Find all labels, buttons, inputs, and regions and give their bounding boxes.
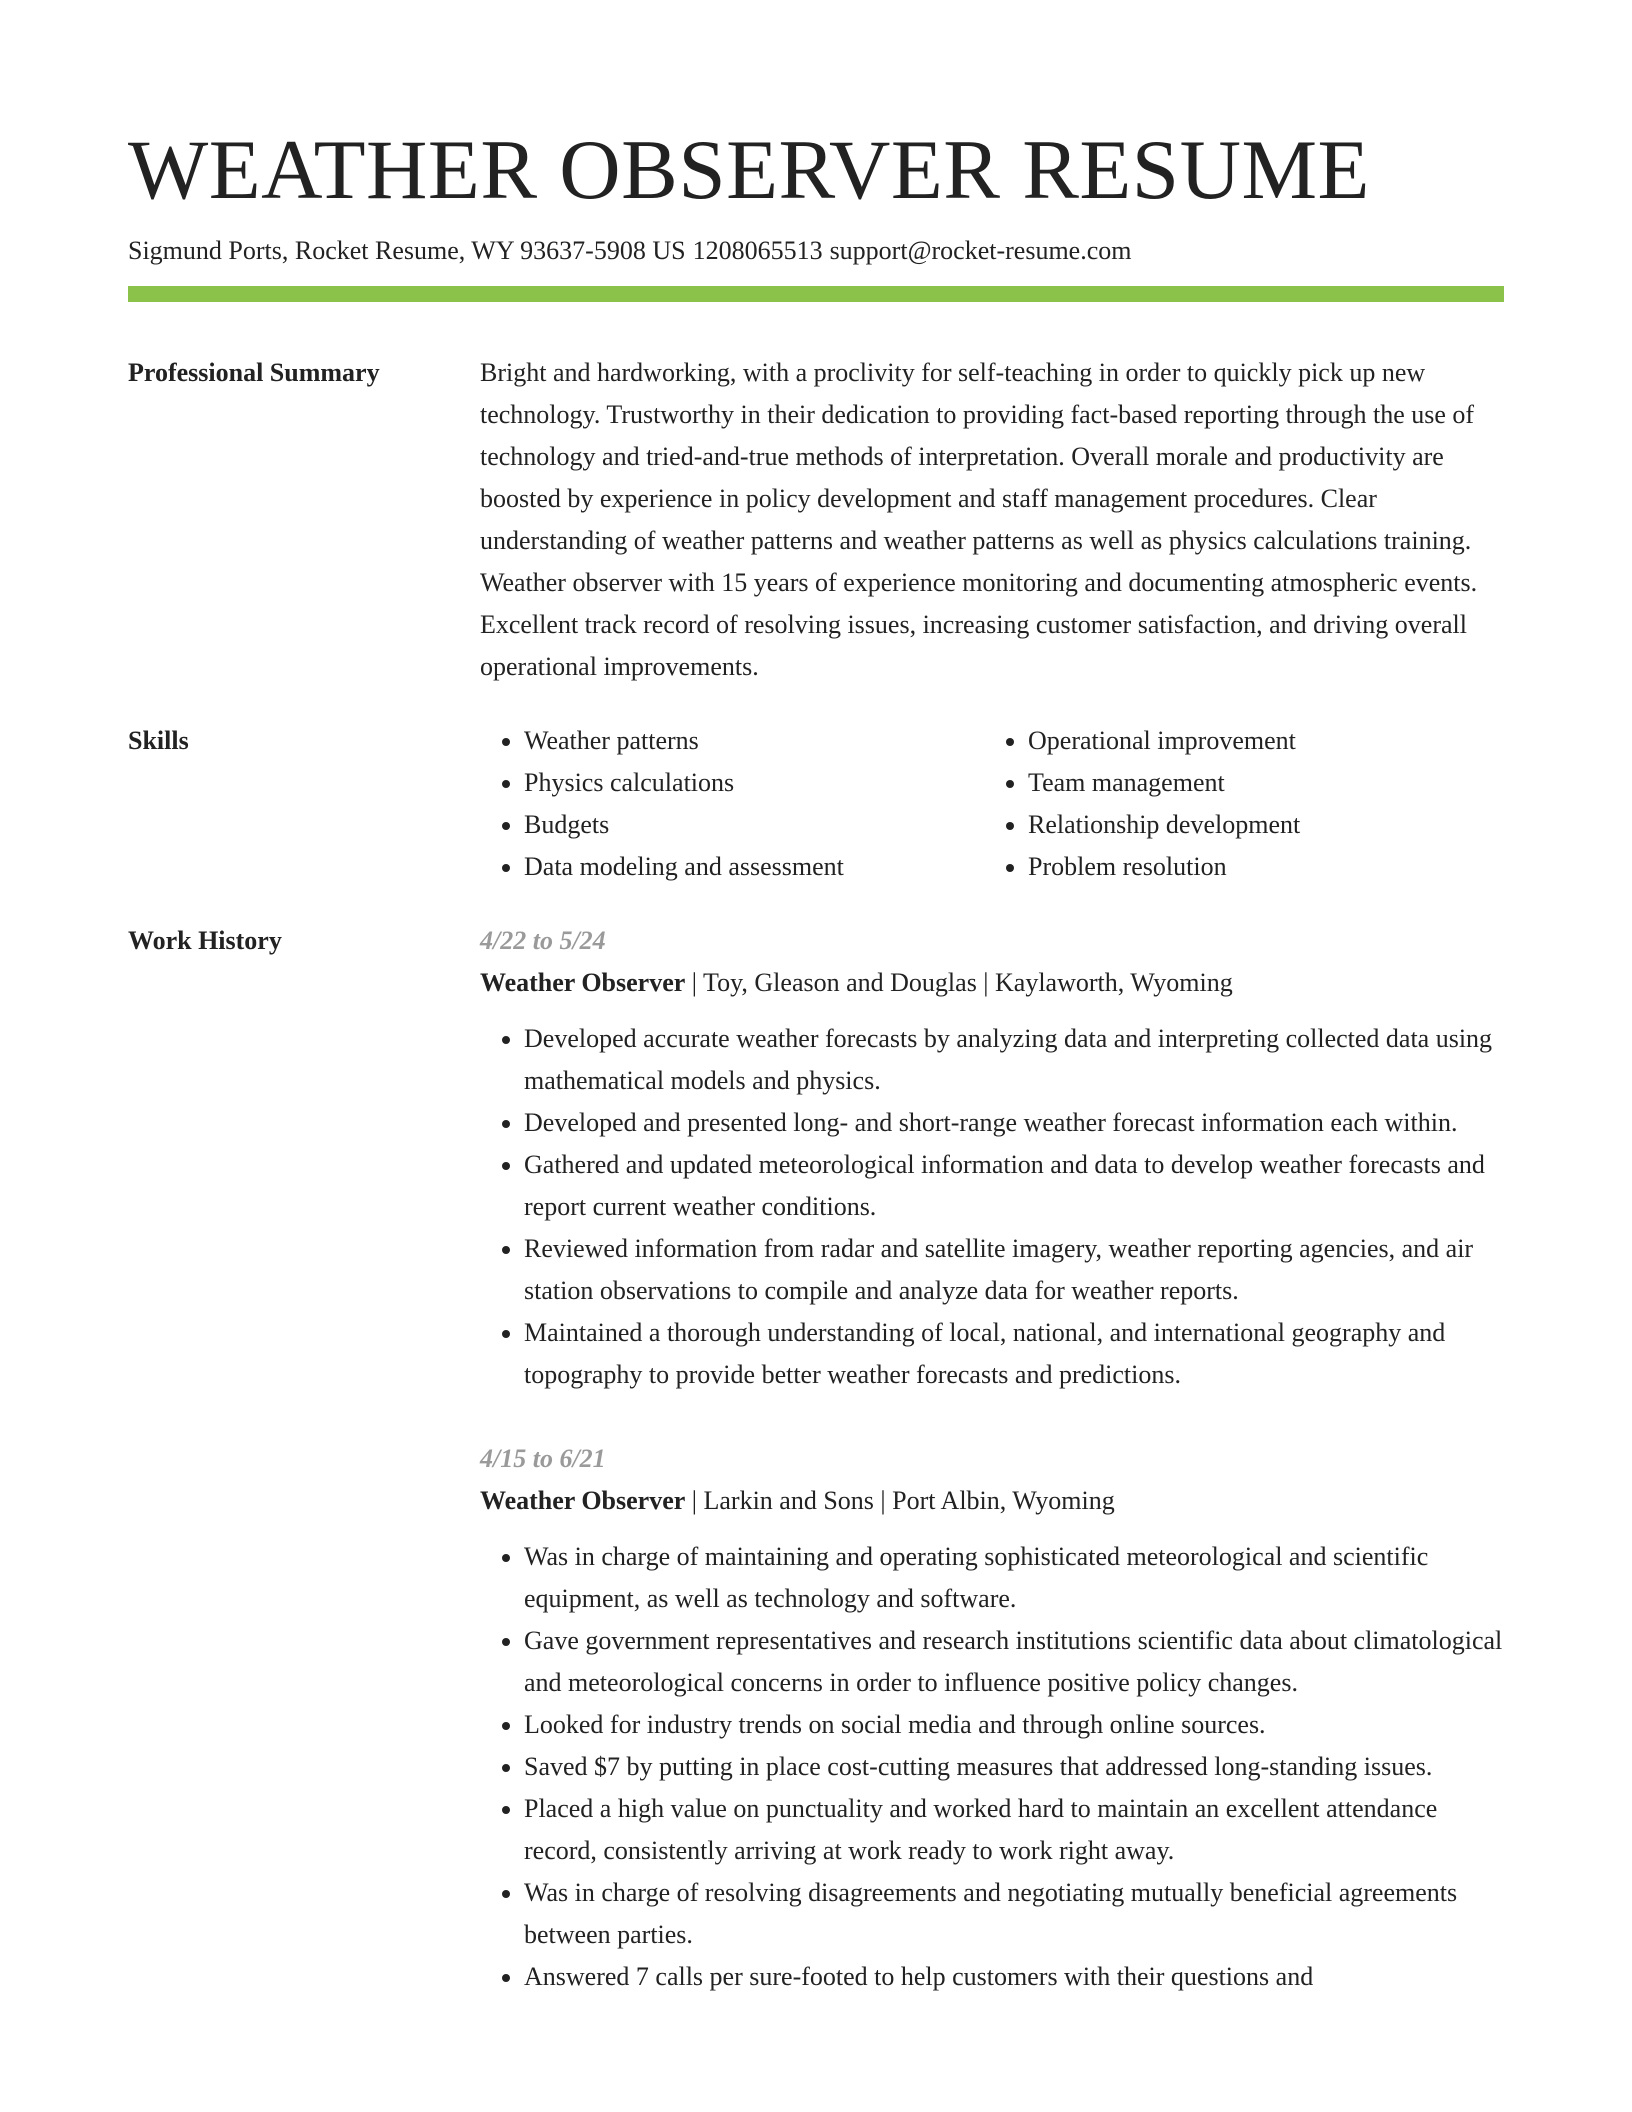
job-bullet: • Reviewed information from radar and satellite imagery, weather reporting agencies, and air station observations to compile and analyze data for weather reports. (524, 1228, 1504, 1312)
contact-address: Sigmund Ports, Rocket Resume, WY 93637-5908 US (128, 236, 686, 265)
job-employer-location: | Larkin and Sons | Port Albin, Wyoming (685, 1486, 1115, 1515)
job-entry (480, 1438, 1504, 1998)
summary-text: Bright and hardworking, with a proclivity for self-teaching in order to quickly pick up new technology. Trustworthy in their dedication to providing fact-based reporting through the use of technology and tried-and-true methods of interpretation. Overall morale and productivity are boosted by experience in policy development and staff management procedures. Clear understanding of weather patterns and weather patterns as well as physics calculations training. Weather observer with 15 years of experience monitoring and documenting atmospheric events. Excellent track record of resolving issues, increasing customer satisfaction, and driving overall operational improvements. (480, 358, 1478, 681)
job-heading (480, 962, 1504, 1004)
skill-item: • Weather patterns (524, 720, 984, 762)
skill-item: • Data modeling and assessment (524, 846, 984, 888)
job-bullet: • Looked for industry trends on social media and through online sources. (524, 1704, 1504, 1746)
skills-grid (480, 720, 1504, 888)
job-bullet: • Gave government representatives and research institutions scientific data about climatological and meteorological concerns in order to influence positive policy changes. (524, 1620, 1504, 1704)
work-history-section (128, 920, 1504, 1998)
contact-line (128, 231, 1504, 271)
resume-page (128, 0, 1504, 1998)
skill-item: • Relationship development (1028, 804, 1300, 846)
job-bullet: • Developed and presented long- and short-range weather forecast information each within. (524, 1102, 1504, 1144)
skills-column-left (480, 720, 984, 888)
work-history-body (480, 920, 1504, 1998)
section-label-summary: Professional Summary (128, 358, 380, 387)
resume-title: WEATHER OBSERVER RESUME (128, 123, 1370, 217)
job-dates: 4/15 to 6/21 (480, 1444, 606, 1473)
job-title: Weather Observer (480, 968, 686, 997)
skill-item: • Team management (1028, 762, 1300, 804)
job-heading (480, 1480, 1504, 1522)
job-bullet: • Was in charge of maintaining and operating sophisticated meteorological and scientific equipment, as well as technology and software. (524, 1536, 1504, 1620)
job-bullet: • Was in charge of resolving disagreements and negotiating mutually beneficial agreements between parties. (524, 1872, 1504, 1956)
skill-item: • Operational improvement (1028, 720, 1300, 762)
professional-summary-section (128, 352, 1504, 688)
job-bullet: • Gathered and updated meteorological information and data to develop weather forecasts and report current weather conditions. (524, 1144, 1504, 1228)
job-bullet: • Saved $7 by putting in place cost-cutting measures that addressed long-standing issues. (524, 1746, 1504, 1788)
section-label-work-history: Work History (128, 926, 282, 955)
job-bullets (480, 1536, 1504, 1998)
job-dates: 4/22 to 5/24 (480, 926, 606, 955)
job-bullet: • Maintained a thorough understanding of local, national, and international geography and topography to provide better weather forecasts and predictions. (524, 1312, 1504, 1396)
job-bullet: • Developed accurate weather forecasts by analyzing data and interpreting collected data using mathematical models and physics. (524, 1018, 1504, 1102)
skill-item: • Problem resolution (1028, 846, 1300, 888)
skill-item: • Budgets (524, 804, 984, 846)
job-bullet: • Placed a high value on punctuality and worked hard to maintain an excellent attendance record, consistently arriving at work ready to work right away. (524, 1788, 1504, 1872)
job-entry (480, 920, 1504, 1396)
job-bullets (480, 1018, 1504, 1396)
skill-item: • Physics calculations (524, 762, 984, 804)
contact-email: support@rocket-resume.com (829, 236, 1132, 265)
skills-column-right (984, 720, 1300, 888)
job-employer-location: | Toy, Gleason and Douglas | Kaylaworth, Wyoming (685, 968, 1233, 997)
skills-body (480, 720, 1504, 888)
section-label-skills: Skills (128, 726, 189, 755)
contact-phone: 1208065513 (692, 236, 823, 265)
skills-section (128, 720, 1504, 888)
accent-divider (128, 286, 1504, 302)
job-bullet: • Answered 7 calls per sure-footed to help customers with their questions and (524, 1956, 1504, 1998)
job-title: Weather Observer (480, 1486, 686, 1515)
